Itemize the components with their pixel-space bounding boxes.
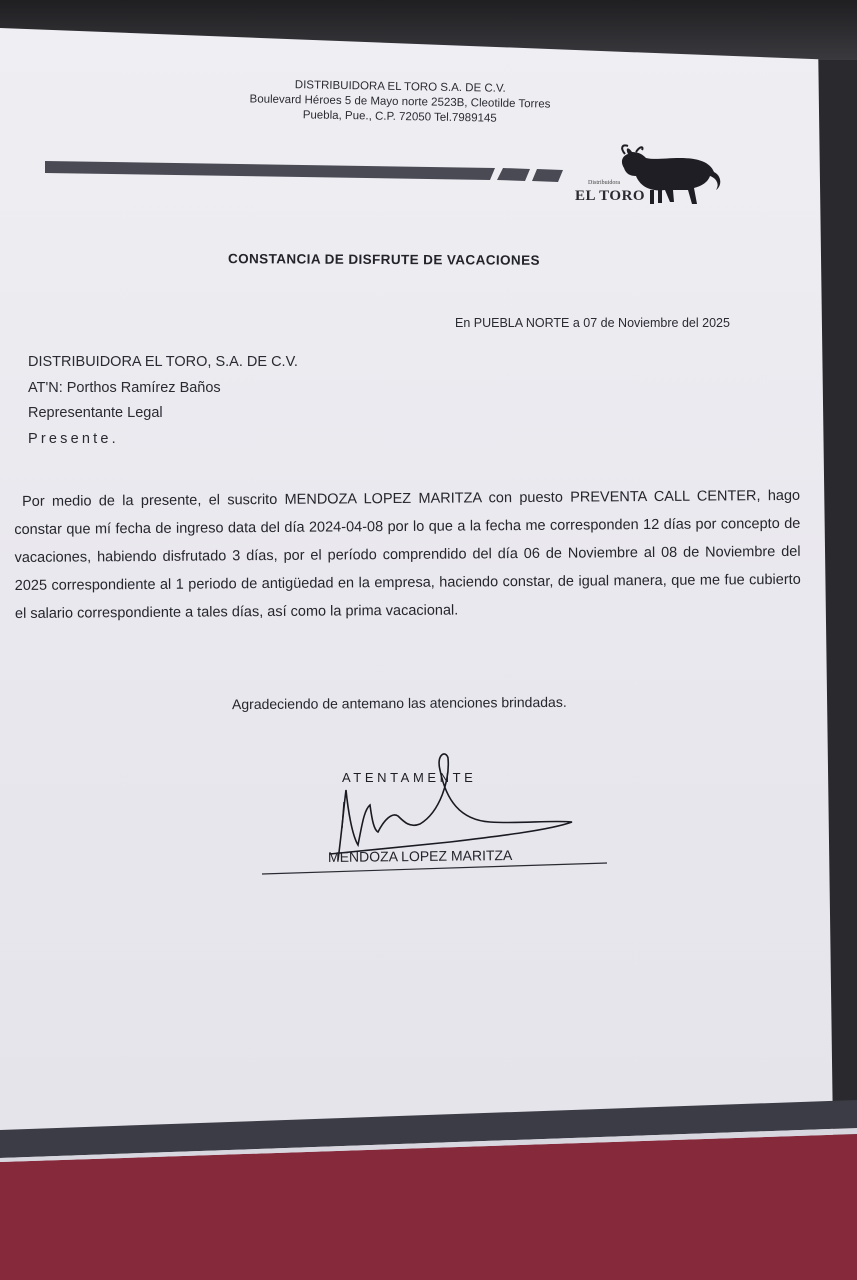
logo-text: EL TORO — [575, 188, 646, 204]
company-address: Boulevard Héroes 5 de Mayo norte 2523B, Cleotilde Torres — [249, 93, 551, 111]
addressee-role: Representante Legal — [28, 405, 163, 421]
header-decorative-bar — [45, 158, 565, 186]
footer-stripes — [0, 1100, 857, 1280]
addressee-presente: Presente. — [28, 430, 119, 447]
document-title: CONSTANCIA DE DISFRUTE DE VACACIONES — [227, 251, 540, 268]
signature-line — [262, 860, 612, 880]
company-name: DISTRIBUIDORA EL TORO S.A. DE C.V. — [294, 79, 506, 95]
el-toro-logo — [570, 140, 730, 220]
addressee-company: DISTRIBUIDORA EL TORO, S.A. DE C.V. — [28, 354, 298, 370]
addressee-attention: AT'N: Porthos Ramírez Baños — [28, 379, 221, 396]
date-line: En PUEBLA NORTE a 07 de Noviembre del 2025 — [455, 316, 730, 330]
addressee-block — [28, 350, 298, 452]
logo-small-text: Distribuidora — [588, 180, 620, 186]
company-city-phone: Puebla, Pue., C.P. 72050 Tel.7989145 — [302, 109, 497, 125]
signer-name: MENDOZA LOPEZ MARITZA — [327, 847, 513, 865]
body-paragraph: Por medio de la presente, el suscrito MENDOZA LOPEZ MARITZA con puesto PREVENTA CALL CENTER, hago constar que mí fecha de ingreso data del día 2024-04-08 por lo que a la fecha me corresponden 12 días por concepto de vacaciones, habiendo disfrutado 3 días, por el período comprendido del día 06 de Noviembre al 08 de Noviembre del 2025 correspondiente al 1 periodo de antigüedad en la empresa, haciendo constar, de igual manera, que me fue cubierto el salario correspondiente a tales días, así como la prima vacacional. — [14, 487, 801, 622]
closing-atentamente: ATENTAMENTE — [342, 770, 477, 785]
company-header — [200, 77, 601, 129]
thanks-line: Agradeciendo de antemano las atenciones brindadas. — [231, 693, 567, 713]
body-text — [14, 482, 801, 628]
